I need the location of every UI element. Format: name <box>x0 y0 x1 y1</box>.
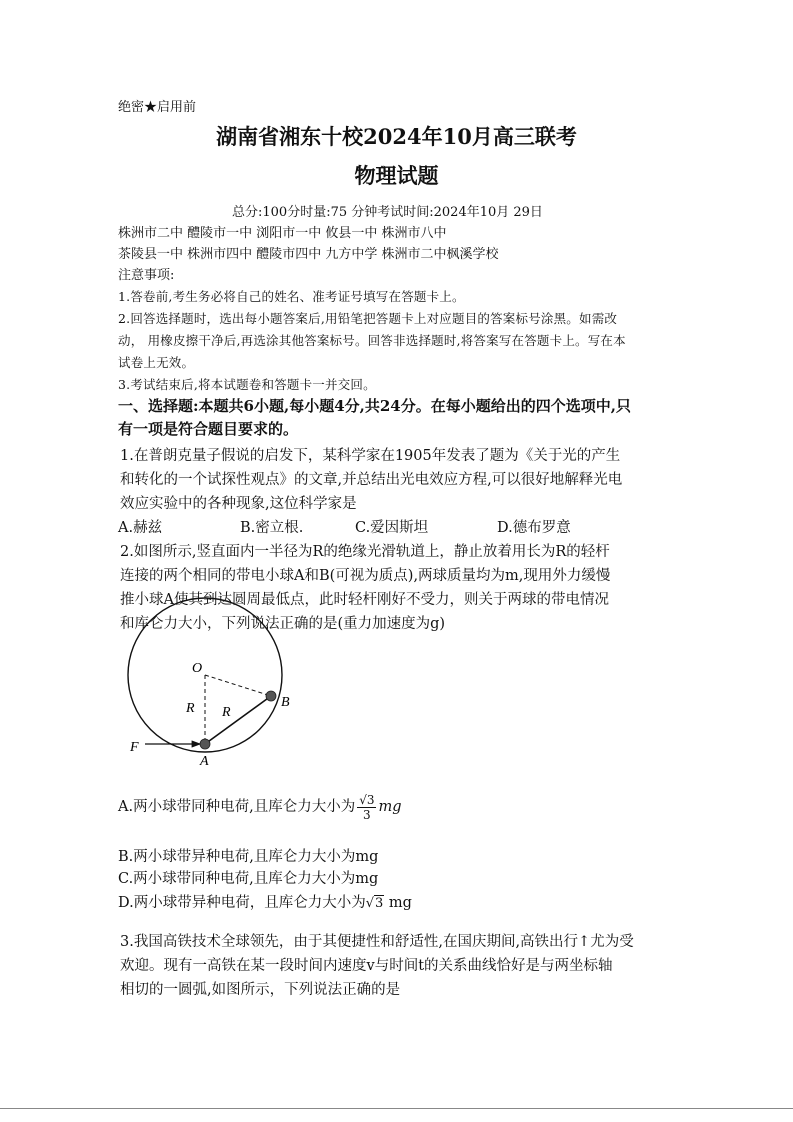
label-b: B <box>281 695 290 710</box>
label-r-slanted: R <box>222 705 231 720</box>
q2-option-c: C.两小球带同种电荷,且库仑力大小为mg <box>118 871 379 887</box>
schools-line-2: 茶陵县一中 株洲市四中 醴陵市四中 九方中学 株洲市二中枫溪学校 <box>118 247 499 262</box>
note-2-line-3: 试卷上无效。 <box>118 355 195 370</box>
radius-ob-dashed <box>205 675 271 696</box>
q1-line-3: 效应实验中的各种现象,这位科学家是 <box>120 496 357 512</box>
q2-option-a-mg: mg <box>378 799 402 815</box>
fraction-numerator: √3 <box>359 792 375 807</box>
q3-line-1: 3.我国高铁技术全球领先，由于其便捷性和舒适性,在国庆期间,高铁出行↑尤为受 <box>120 934 634 950</box>
ball-a <box>200 739 210 749</box>
q2-option-d-text: D.两小球带异种电荷，且库仑力大小为 <box>118 895 366 911</box>
notes-heading: 注意事项: <box>118 268 175 283</box>
q2-option-a-text: A.两小球带同种电荷,且库仑力大小为 <box>118 799 356 815</box>
section-heading-line-2: 有一项是符合题目要求的。 <box>118 420 299 438</box>
q1-option-d: D.德布罗意 <box>497 520 571 536</box>
fraction-denominator: 3 <box>363 807 371 822</box>
schools-line-1: 株洲市二中 醴陵市一中 浏阳市一中 攸县一中 株洲市八中 <box>118 226 447 241</box>
q2-line-2: 连接的两个相同的带电小球A和B(可视为质点),两球质量均为m,现用外力缓慢 <box>120 568 611 584</box>
q1-option-a: A.赫兹 <box>118 520 163 536</box>
q1-option-b: B.密立根. <box>240 520 304 536</box>
q2-option-a <box>118 790 402 824</box>
ball-b <box>266 691 276 701</box>
q2-line-4: 和库仑力大小，下列说法正确的是(重力加速度为g) <box>120 616 446 632</box>
q3-line-3: 相切的一圆弧,如图所示，下列说法正确的是 <box>120 982 401 998</box>
q2-option-d-mg: mg <box>388 895 412 911</box>
label-r-vertical: R <box>186 701 195 716</box>
q2-line-3: 推小球A使其到达圆周最低点，此时轻杆刚好不受力，则关于两球的带电情况 <box>120 592 609 608</box>
label-a: A <box>200 754 209 769</box>
q2-option-d-sqrt: √3 <box>365 896 384 911</box>
q3-line-2: 欢迎。现有一高铁在某一段时间内速度v与时间t的关系曲线恰好是与两坐标轴 <box>120 958 613 974</box>
q2-option-a-fraction <box>357 794 376 821</box>
label-o: O <box>192 661 203 676</box>
exam-title: 湖南省湘东十校2024年10月高三联考 <box>216 124 577 149</box>
q2-option-d <box>118 891 412 912</box>
confidential-mark: 绝密★启用前 <box>118 100 197 115</box>
note-3: 3.考试结束后,将本试题卷和答题卡一并交回。 <box>118 377 376 392</box>
q2-line-1: 2.如图所示,竖直面内一半径为R的绝缘光滑轨道上，静止放着用长为R的轻杆 <box>120 544 610 560</box>
q1-line-1: 1.在普朗克量子假说的启发下，某科学家在1905年发表了题为《关于光的产生 <box>120 448 621 464</box>
note-1: 1.答卷前,考生务必将自己的姓名、准考证号填写在答题卡上。 <box>118 289 465 304</box>
label-f: F <box>130 740 139 755</box>
page-bottom-rule <box>0 1108 793 1109</box>
q1-line-2: 和转化的一个试探性观点》的文章,并总结出光电效应方程,可以很好地解释光电 <box>120 472 623 488</box>
note-2-line-2: 动， 用橡皮擦干净后,再选涂其他答案标号。回答非选择题时,将答案写在答题卡上。写在本 <box>118 333 626 348</box>
exam-subtitle: 物理试题 <box>354 163 439 188</box>
q1-option-c: C.爱因斯坦 <box>355 520 429 536</box>
sqrt-radicand: 3 <box>375 896 384 911</box>
section-heading-line-1: 一、选择题:本题共6小题,每小题4分,共24分。在每小题给出的四个选项中,只 <box>118 397 631 415</box>
q2-circle-figure <box>110 596 320 771</box>
light-rod <box>205 696 271 744</box>
note-2-line-1: 2.回答选择题时，选出每小题答案后,用铅笔把答题卡上对应题目的答案标号涂黑。如需改 <box>118 311 618 326</box>
q2-option-b: B.两小球带异种电荷,且库仑力大小为mg <box>118 849 379 865</box>
exam-info: 总分:100分时量:75 分钟考试时间:2024年10月 29日 <box>232 205 543 220</box>
